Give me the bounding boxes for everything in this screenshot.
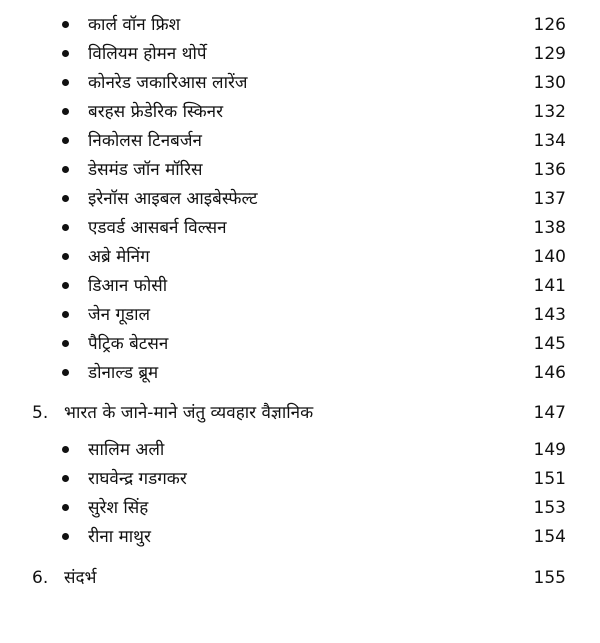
entry-page-number: 154 xyxy=(533,527,566,547)
entry-title: इरेनॉस आइबल आइबेस्फेल्ट xyxy=(88,189,258,209)
bullet-icon xyxy=(62,108,69,115)
bullet-icon xyxy=(62,137,69,144)
bullet-icon xyxy=(62,446,69,453)
bullet-icon xyxy=(62,475,69,482)
toc-entry xyxy=(0,39,600,69)
toc-entry xyxy=(0,358,600,388)
entry-title: रीना माथुर xyxy=(88,527,151,547)
toc-entry xyxy=(0,435,600,465)
bullet-icon xyxy=(62,504,69,511)
entry-title: डिआन फोसी xyxy=(88,276,168,296)
entry-title: अब्रे मेनिंग xyxy=(88,247,150,267)
section-title: भारत के जाने-माने जंतु व्यवहार वैज्ञानिक xyxy=(64,403,314,423)
entry-page-number: 151 xyxy=(533,469,566,489)
entry-title: राघवेन्द्र गडगकर xyxy=(88,469,187,489)
toc-section xyxy=(0,563,600,593)
toc-entry xyxy=(0,464,600,494)
entry-title: सालिम अली xyxy=(88,440,165,460)
toc-entry xyxy=(0,126,600,156)
entry-title: सुरेश सिंह xyxy=(88,498,149,518)
entry-page-number: 138 xyxy=(533,218,566,238)
toc-entry xyxy=(0,329,600,359)
entry-title: डेसमंड जॉन मॉरिस xyxy=(88,160,203,180)
entry-page-number: 141 xyxy=(533,276,566,296)
toc-entry xyxy=(0,68,600,98)
bullet-icon xyxy=(62,166,69,173)
bullet-icon xyxy=(62,282,69,289)
bullet-icon xyxy=(62,533,69,540)
entry-title: कार्ल वॉन फ्रिश xyxy=(88,15,181,35)
section-page-number: 155 xyxy=(533,568,566,588)
toc-entry xyxy=(0,242,600,272)
entry-page-number: 136 xyxy=(533,160,566,180)
entry-title: डोनाल्ड ब्रूम xyxy=(88,363,159,383)
section-number: 6. xyxy=(32,568,49,588)
entry-page-number: 145 xyxy=(533,334,566,354)
bullet-icon xyxy=(62,369,69,376)
bullet-icon xyxy=(62,21,69,28)
entry-page-number: 126 xyxy=(533,15,566,35)
toc-entry xyxy=(0,213,600,243)
toc-entry xyxy=(0,155,600,185)
entry-page-number: 134 xyxy=(533,131,566,151)
toc-section xyxy=(0,398,600,428)
section-number: 5. xyxy=(32,403,49,423)
entry-page-number: 146 xyxy=(533,363,566,383)
entry-title: निकोलस टिनबर्जन xyxy=(88,131,202,151)
toc-entry xyxy=(0,10,600,40)
entry-title: पैट्रिक बेटसन xyxy=(88,334,169,354)
toc-entry xyxy=(0,493,600,523)
entry-title: बरहस फ्रेडेरिक स्किनर xyxy=(88,102,224,122)
bullet-icon xyxy=(62,340,69,347)
bullet-icon xyxy=(62,224,69,231)
section-title: संदर्भ xyxy=(64,568,97,588)
bullet-icon xyxy=(62,253,69,260)
entry-page-number: 137 xyxy=(533,189,566,209)
entry-title: विलियम होमन थोर्पे xyxy=(88,44,207,64)
bullet-icon xyxy=(62,79,69,86)
entry-page-number: 153 xyxy=(533,498,566,518)
bullet-icon xyxy=(62,311,69,318)
entry-page-number: 129 xyxy=(533,44,566,64)
bullet-icon xyxy=(62,50,69,57)
toc-entry xyxy=(0,271,600,301)
bullet-icon xyxy=(62,195,69,202)
toc-entry xyxy=(0,184,600,214)
entry-page-number: 149 xyxy=(533,440,566,460)
section-page-number: 147 xyxy=(533,403,566,423)
toc-entry xyxy=(0,522,600,552)
entry-page-number: 130 xyxy=(533,73,566,93)
entry-page-number: 140 xyxy=(533,247,566,267)
entry-title: कोनरेड जकारिआस लारेंज xyxy=(88,73,248,93)
entry-title: एडवर्ड आसबर्न विल्सन xyxy=(88,218,227,238)
toc-entry xyxy=(0,300,600,330)
toc-entry xyxy=(0,97,600,127)
entry-page-number: 143 xyxy=(533,305,566,325)
entry-page-number: 132 xyxy=(533,102,566,122)
entry-title: जेन गूडाल xyxy=(88,305,151,325)
